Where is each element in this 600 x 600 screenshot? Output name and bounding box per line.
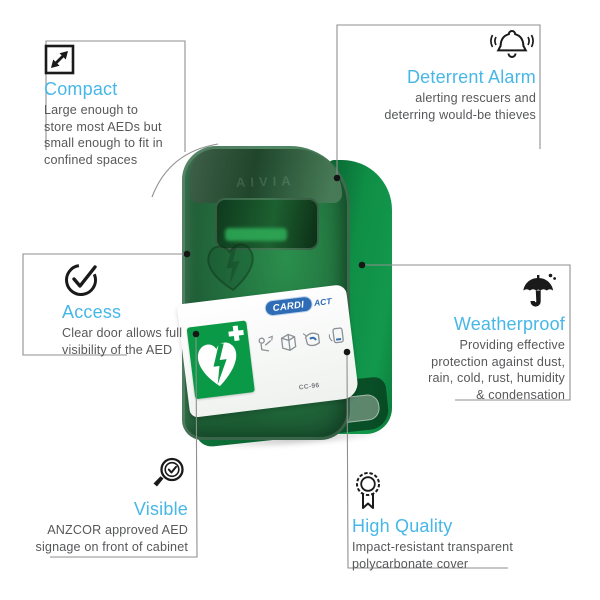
brand-logo-suffix: ACT: [313, 295, 332, 308]
feature-text-line: Clear door allows full: [62, 326, 183, 340]
instruction-pictogram-3: [300, 325, 324, 351]
feature-card-high-quality: [352, 470, 547, 572]
magnifier-icon: [148, 455, 188, 495]
instruction-pictograms: [255, 322, 349, 357]
brand-logo-pill: CARDI: [264, 295, 313, 317]
model-number: CC-96: [298, 381, 321, 392]
feature-text-line: Large enough to: [44, 103, 138, 117]
bell-icon: [488, 26, 536, 63]
expand-icon: [44, 44, 75, 75]
feature-card-deterrent-alarm: [341, 26, 536, 123]
feature-text-line: protection against dust,: [431, 354, 565, 369]
feature-title: High Quality: [352, 516, 453, 536]
feature-text-line: ANZCOR approved AED: [47, 523, 188, 537]
feature-text-line: polycarbonate cover: [352, 556, 469, 571]
cabinet-top-cap: [190, 149, 342, 203]
feature-title: Visible: [133, 499, 188, 519]
instruction-pictogram-1: [255, 331, 277, 357]
feature-text-line: small enough to fit in: [44, 136, 163, 150]
feature-text-line: rain, cold, rust, humidity: [428, 371, 565, 385]
award-icon: [352, 470, 384, 512]
feature-text-line: Impact-resistant transparent: [352, 540, 513, 554]
feature-text-line: visibility of the AED: [62, 342, 173, 357]
feature-text-line: deterring would-be thieves: [384, 107, 536, 122]
embossed-brand-text: AIVIA: [235, 172, 297, 191]
brand-logo: [264, 293, 333, 317]
feature-text-line: store most AEDs but: [44, 119, 162, 134]
feature-text-line: signage on front of cabinet: [35, 539, 188, 554]
feature-card-access: [62, 260, 212, 358]
feature-title: Deterrent Alarm: [406, 67, 536, 87]
feature-title: Compact: [44, 79, 118, 99]
feature-card-weatherproof: [365, 272, 565, 403]
feature-title: Access: [62, 302, 122, 322]
instruction-pictogram-2: [278, 328, 300, 354]
check-circle-icon: [62, 260, 102, 298]
umbrella-icon: [521, 272, 557, 310]
feature-text-line: & condensation: [476, 387, 565, 402]
aed-cabinet: [182, 146, 394, 446]
feature-card-visible: [13, 455, 188, 555]
feature-text-line: confined spaces: [44, 152, 138, 167]
feature-text-line: Providing effective: [459, 338, 565, 352]
feature-text-line: alerting rescuers and: [415, 91, 536, 105]
instruction-pictogram-4: [325, 322, 349, 348]
feature-card-compact: [44, 44, 196, 168]
feature-title: Weatherproof: [453, 314, 565, 334]
